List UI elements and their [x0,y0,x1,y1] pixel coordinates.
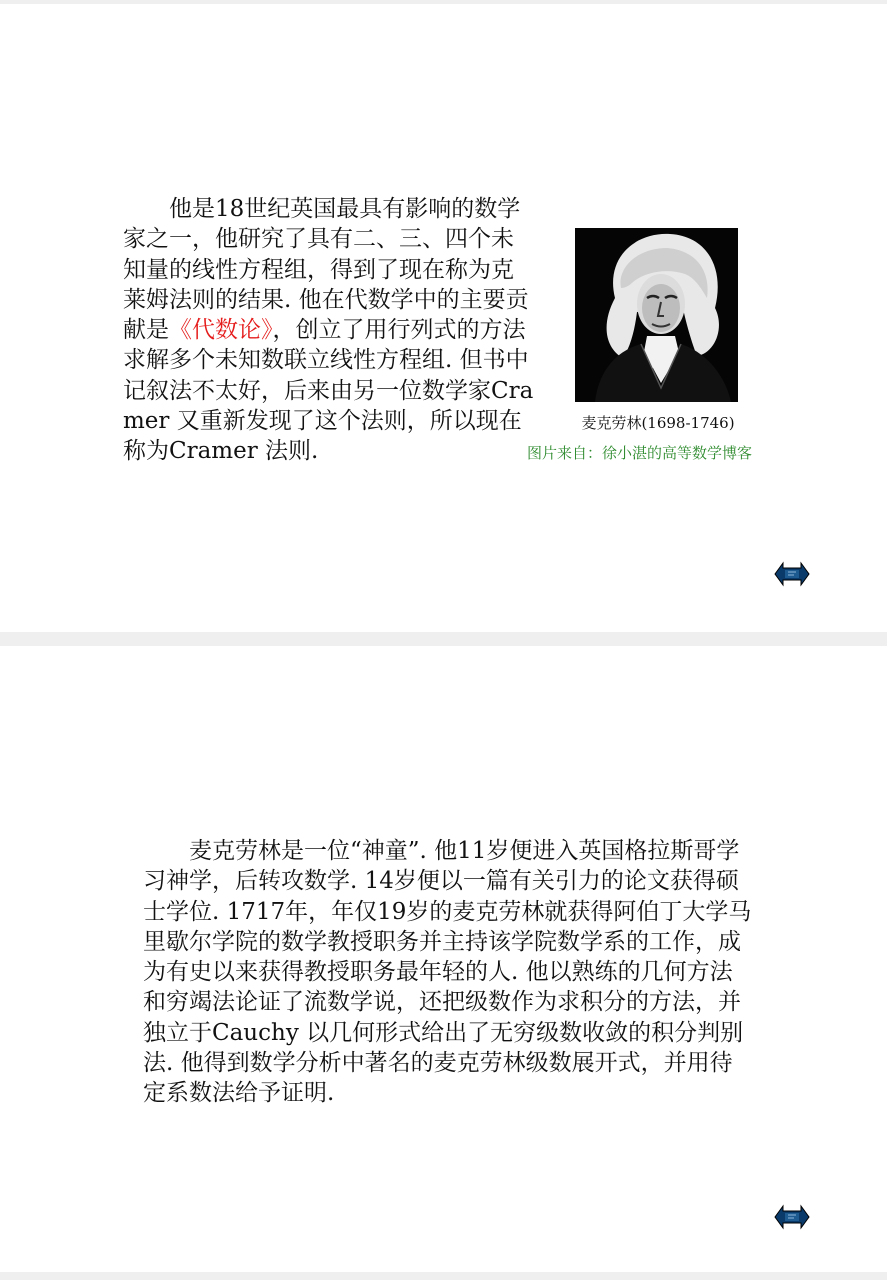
slide-1 [0,4,887,632]
image-source-credit: 图片来自：徐小湛的高等数学博客 [527,444,753,462]
slide-2 [0,646,887,1272]
child-prodigy-paragraph: 麦克劳林是一位“神童”. 他11岁便进入英国格拉斯哥学习神学，后转攻数学. 14岁便以一篇有关引力的论文获得硕士学位. 1717年，年仅19岁的麦克劳林就获得阿伯丁大学马里歇尔学院的数学教授职务并主持该学院数学系的工作，成为有史以来获得教授职务最年轻的人. 他以熟练的几何方法和穷竭法论证了流数学说，还把级数作为求积分的方法，并独立于Cauchy 以几何形式给出了无穷级数收敛的积分判别法. 他得到数学分析中著名的麦克劳林级数展开式，并用待定系数法给予证明. [143,838,752,1107]
book-title-highlight: 《代数论》 [169,317,273,344]
return-arrow-icon [774,1203,810,1231]
slide-nav-button[interactable] [774,1203,810,1231]
paragraph-text: ，创立了用行列式的方法求解多个未知数联立线性方程组. 但书中记叙法不太好，后来由另一位数学家Cramer 又重新发现了这个法则，所以现在称为Cramer 法则. [123,317,534,465]
biography-paragraph [123,194,535,467]
return-arrow-icon [774,560,810,588]
maclaurin-portrait [575,228,738,402]
slide-nav-button[interactable] [774,560,810,588]
portrait-illustration [575,228,738,402]
portrait-caption: 麦克劳林(1698-1746) [581,414,735,432]
paragraph-text: 他是18世纪英国最具有影响的数学家之一，他研究了具有二、三、四个未知量的线性方程组，得到了现在称为克莱姆法则的结果. 他在代数学中的主要贡献是 [123,196,529,344]
